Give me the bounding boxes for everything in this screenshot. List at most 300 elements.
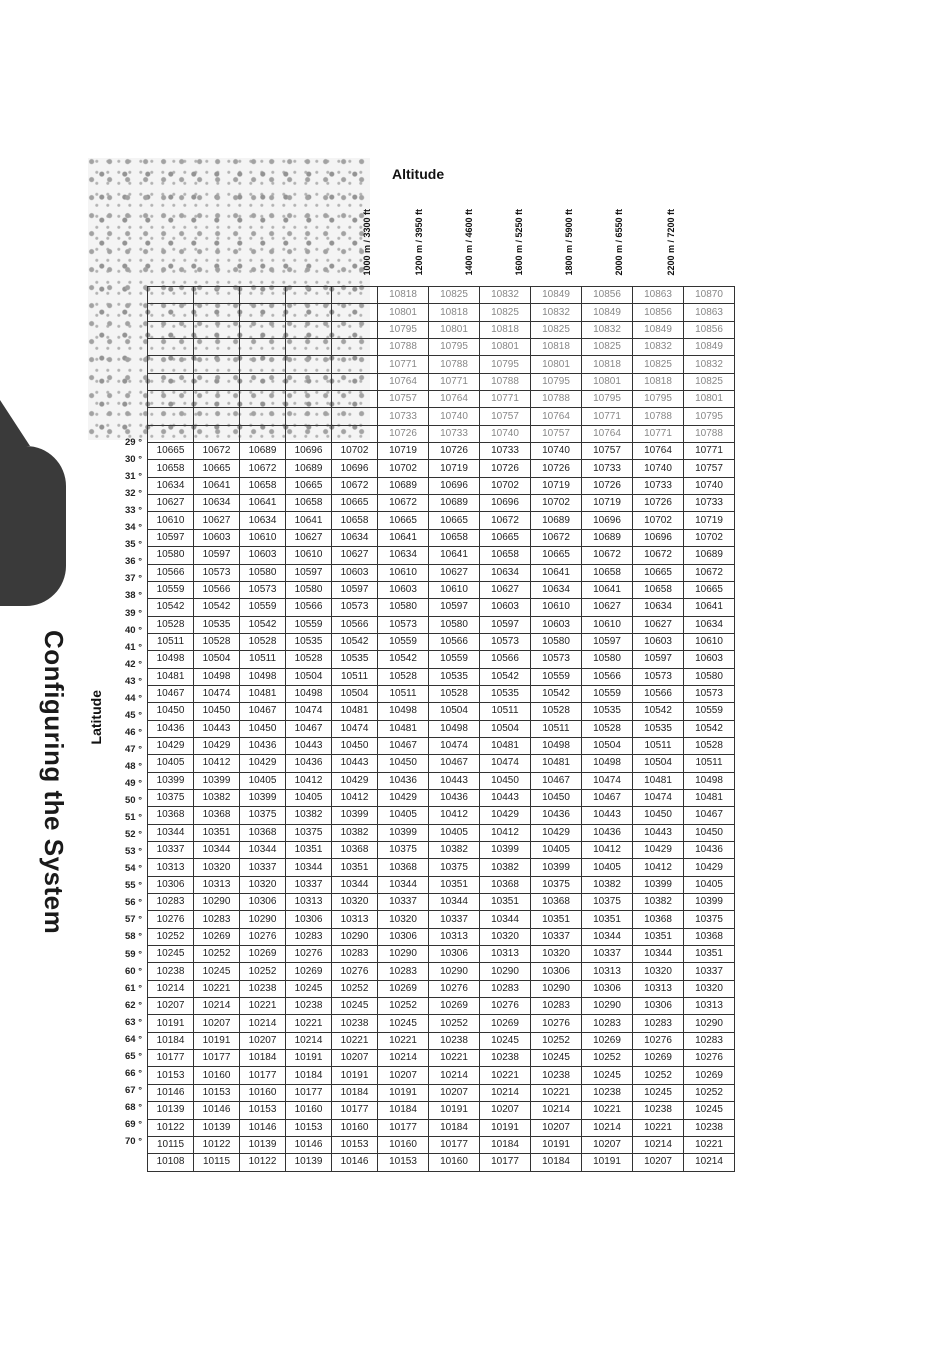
table-cell: 10160: [240, 1084, 286, 1101]
table-cell: 10566: [582, 668, 633, 685]
table-cell: 10368: [633, 911, 684, 928]
table-row: [148, 1015, 735, 1032]
table-cell: [286, 391, 332, 408]
table-cell: 10573: [480, 633, 531, 650]
table-cell: 10559: [429, 651, 480, 668]
table-cell: 10245: [633, 1084, 684, 1101]
altitude-header: [564, 186, 584, 276]
table-cell: 10214: [240, 1015, 286, 1032]
table-cell: 10238: [286, 998, 332, 1015]
table-cell: 10306: [429, 946, 480, 963]
latitude-label-item: 52 °: [124, 829, 142, 841]
table-cell: 10658: [633, 581, 684, 598]
altitude-header-text: 1200 m / 3950 ft: [414, 209, 424, 276]
table-cell: 10634: [633, 599, 684, 616]
table-cell: 10658: [148, 460, 194, 477]
table-cell: 10238: [332, 1015, 378, 1032]
table-row: [148, 287, 735, 304]
table-cell: 10146: [148, 1084, 194, 1101]
latitude-label-item: 29 °: [124, 437, 142, 448]
table-cell: 10153: [378, 1154, 429, 1171]
table-cell: 10191: [194, 1032, 240, 1049]
table-cell: 10481: [684, 789, 735, 806]
table-cell: 10368: [378, 859, 429, 876]
table-cell: 10689: [531, 512, 582, 529]
table-cell: 10313: [429, 928, 480, 945]
table-cell: 10313: [633, 980, 684, 997]
latitude-label-item: 65 °: [124, 1050, 142, 1062]
table-cell: 10283: [582, 1015, 633, 1032]
table-cell: 10580: [286, 581, 332, 598]
table-cell: 10726: [633, 495, 684, 512]
latitude-label-item: 40 °: [124, 624, 142, 636]
table-cell: 10412: [194, 755, 240, 772]
table-row: [148, 495, 735, 512]
table-cell: 10504: [480, 720, 531, 737]
table-cell: 10481: [531, 755, 582, 772]
table-cell: 10641: [531, 564, 582, 581]
table-cell: 10399: [378, 824, 429, 841]
table-cell: 10245: [194, 963, 240, 980]
table-cell: 10733: [684, 495, 735, 512]
table-cell: 10504: [582, 737, 633, 754]
table-cell: [148, 339, 194, 356]
table-row: [148, 1102, 735, 1119]
table-cell: 10160: [194, 1067, 240, 1084]
table-cell: 10214: [148, 980, 194, 997]
table-cell: [286, 339, 332, 356]
table-cell: 10245: [684, 1102, 735, 1119]
table-cell: 10733: [480, 443, 531, 460]
table-cell: 10429: [480, 807, 531, 824]
altitude-label: Altitude: [392, 166, 445, 182]
table-cell: [332, 408, 378, 425]
table-row: [148, 512, 735, 529]
table-cell: 10764: [582, 425, 633, 442]
table-cell: 10825: [582, 339, 633, 356]
table-cell: 10658: [286, 495, 332, 512]
table-cell: 10382: [429, 842, 480, 859]
table-cell: 10795: [684, 408, 735, 425]
table-cell: 10139: [194, 1119, 240, 1136]
table-cell: 10405: [582, 859, 633, 876]
table-cell: 10252: [429, 1015, 480, 1032]
table-cell: [148, 408, 194, 425]
latitude-label-item: 45 °: [124, 709, 142, 721]
latitude-label-item: 66 °: [124, 1067, 142, 1079]
table-cell: 10627: [286, 529, 332, 546]
table-cell: 10252: [148, 928, 194, 945]
table-cell: 10573: [531, 651, 582, 668]
latitude-label-item: 67 °: [124, 1084, 142, 1096]
table-cell: 10443: [194, 720, 240, 737]
table-cell: [240, 356, 286, 373]
table-row: [148, 946, 735, 963]
table-cell: 10788: [633, 408, 684, 425]
table-cell: 10672: [633, 547, 684, 564]
table-row: [148, 772, 735, 789]
table-cell: 10429: [332, 772, 378, 789]
table-cell: 10559: [531, 668, 582, 685]
table-cell: 10597: [286, 564, 332, 581]
table-cell: 10597: [582, 633, 633, 650]
table-cell: 10627: [582, 599, 633, 616]
table-cell: 10757: [480, 408, 531, 425]
table-cell: 10351: [531, 911, 582, 928]
table-cell: 10238: [240, 980, 286, 997]
table-cell: 10801: [480, 339, 531, 356]
table-cell: 10344: [240, 842, 286, 859]
table-cell: 10634: [240, 512, 286, 529]
table-cell: [286, 356, 332, 373]
table-cell: 10337: [240, 859, 286, 876]
latitude-label-item: 46 °: [124, 726, 142, 738]
table-cell: 10115: [148, 1136, 194, 1153]
table-cell: 10771: [633, 425, 684, 442]
table-cell: 10160: [429, 1154, 480, 1171]
table-cell: 10283: [332, 946, 378, 963]
table-cell: 10306: [240, 894, 286, 911]
latitude-label-item: 63 °: [124, 1016, 142, 1028]
table-cell: 10450: [684, 824, 735, 841]
table-cell: 10160: [286, 1102, 332, 1119]
table-cell: 10610: [531, 599, 582, 616]
table-cell: 10450: [531, 789, 582, 806]
table-cell: 10436: [531, 807, 582, 824]
table-cell: 10375: [684, 911, 735, 928]
table-cell: 10610: [240, 529, 286, 546]
table-cell: 10467: [240, 703, 286, 720]
table-cell: 10689: [429, 495, 480, 512]
table-cell: 10313: [148, 859, 194, 876]
table-cell: 10368: [480, 876, 531, 893]
table-cell: 10757: [378, 391, 429, 408]
table-cell: 10252: [332, 980, 378, 997]
table-cell: 10528: [684, 737, 735, 754]
table-cell: 10689: [684, 547, 735, 564]
table-cell: 10610: [684, 633, 735, 650]
table-cell: 10603: [240, 547, 286, 564]
table-cell: 10771: [429, 373, 480, 390]
table-cell: 10849: [633, 321, 684, 338]
table-cell: [240, 391, 286, 408]
table-cell: 10467: [378, 737, 429, 754]
table-cell: 10245: [332, 998, 378, 1015]
table-cell: 10849: [531, 287, 582, 304]
table-cell: 10184: [148, 1032, 194, 1049]
table-cell: 10245: [531, 1050, 582, 1067]
table-cell: 10627: [429, 564, 480, 581]
latitude-label-item: 64 °: [124, 1033, 142, 1045]
latitude-label-item: 43 °: [124, 675, 142, 687]
table-cell: 10825: [633, 356, 684, 373]
table-cell: 10580: [684, 668, 735, 685]
table-cell: 10337: [582, 946, 633, 963]
table-cell: 10351: [429, 876, 480, 893]
table-cell: 10726: [480, 460, 531, 477]
table-cell: 10559: [684, 703, 735, 720]
table-cell: 10207: [240, 1032, 286, 1049]
table-cell: 10429: [531, 824, 582, 841]
table-cell: 10122: [148, 1119, 194, 1136]
table-cell: 10696: [582, 512, 633, 529]
table-cell: 10184: [531, 1154, 582, 1171]
table-cell: 10153: [240, 1102, 286, 1119]
table-cell: 10382: [633, 894, 684, 911]
table-cell: 10474: [480, 755, 531, 772]
table-cell: 10368: [531, 894, 582, 911]
table-cell: 10399: [148, 772, 194, 789]
table-row: [148, 425, 735, 442]
table-cell: 10672: [582, 547, 633, 564]
table-cell: [240, 321, 286, 338]
table-cell: 10290: [332, 928, 378, 945]
table-cell: 10177: [480, 1154, 531, 1171]
table-cell: [194, 425, 240, 442]
table-row: [148, 876, 735, 893]
table-row: [148, 1084, 735, 1101]
table-cell: [148, 391, 194, 408]
table-cell: 10825: [429, 287, 480, 304]
table-cell: 10795: [531, 373, 582, 390]
table-cell: 10580: [582, 651, 633, 668]
table-cell: 10436: [286, 755, 332, 772]
table-cell: 10511: [240, 651, 286, 668]
table-cell: 10542: [633, 703, 684, 720]
table-cell: 10337: [531, 928, 582, 945]
table-cell: 10467: [684, 807, 735, 824]
table-cell: 10115: [194, 1154, 240, 1171]
table-cell: 10399: [332, 807, 378, 824]
table-cell: 10566: [148, 564, 194, 581]
table-cell: 10481: [633, 772, 684, 789]
table-cell: 10221: [429, 1050, 480, 1067]
table-cell: 10436: [684, 842, 735, 859]
table-row: [148, 373, 735, 390]
table-cell: 10269: [684, 1067, 735, 1084]
table-cell: 10344: [378, 876, 429, 893]
table-cell: 10566: [480, 651, 531, 668]
table-cell: 10542: [148, 599, 194, 616]
table-cell: 10788: [480, 373, 531, 390]
table-cell: 10580: [378, 599, 429, 616]
table-cell: 10207: [378, 1067, 429, 1084]
table-cell: 10719: [531, 477, 582, 494]
table-cell: 10498: [240, 668, 286, 685]
table-cell: 10597: [148, 529, 194, 546]
table-cell: 10535: [194, 616, 240, 633]
table-cell: 10603: [378, 581, 429, 598]
table-cell: 10191: [378, 1084, 429, 1101]
table-cell: 10498: [378, 703, 429, 720]
table-cell: [286, 425, 332, 442]
table-cell: 10221: [480, 1067, 531, 1084]
latitude-label-item: 47 °: [124, 743, 142, 755]
table-cell: 10184: [332, 1084, 378, 1101]
table-cell: 10665: [429, 512, 480, 529]
table-cell: 10399: [633, 876, 684, 893]
table-cell: 10337: [684, 963, 735, 980]
table-cell: 10306: [286, 911, 332, 928]
table-cell: 10375: [531, 876, 582, 893]
table-cell: 10481: [378, 720, 429, 737]
table-cell: 10603: [633, 633, 684, 650]
table-cell: 10191: [582, 1154, 633, 1171]
table-cell: 10276: [531, 1015, 582, 1032]
table-row: [148, 963, 735, 980]
latitude-label-item: 30 °: [124, 454, 142, 466]
latitude-label-item: 60 °: [124, 965, 142, 977]
table-cell: 10573: [240, 581, 286, 598]
table-cell: 10566: [286, 599, 332, 616]
table-cell: 10849: [684, 339, 735, 356]
table-cell: 10580: [429, 616, 480, 633]
table-cell: 10191: [148, 1015, 194, 1032]
table-cell: 10184: [378, 1102, 429, 1119]
table-cell: 10405: [429, 824, 480, 841]
altitude-header: [666, 186, 686, 276]
table-cell: [194, 287, 240, 304]
table-cell: 10429: [194, 737, 240, 754]
table-cell: 10467: [286, 720, 332, 737]
table-cell: 10405: [684, 876, 735, 893]
table-cell: [332, 391, 378, 408]
table-cell: 10207: [429, 1084, 480, 1101]
table-cell: 10290: [684, 1015, 735, 1032]
table-cell: 10641: [240, 495, 286, 512]
table-cell: 10818: [531, 339, 582, 356]
table-cell: 10177: [429, 1136, 480, 1153]
table-cell: [148, 287, 194, 304]
table-cell: 10566: [633, 685, 684, 702]
table-cell: 10788: [684, 425, 735, 442]
table-cell: 10245: [480, 1032, 531, 1049]
table-cell: 10702: [480, 477, 531, 494]
table-cell: 10610: [378, 564, 429, 581]
table-cell: 10801: [582, 373, 633, 390]
table-cell: 10443: [633, 824, 684, 841]
table-cell: 10573: [684, 685, 735, 702]
table-cell: 10481: [240, 685, 286, 702]
altitude-header: [614, 186, 634, 276]
table-cell: 10375: [286, 824, 332, 841]
table-cell: 10856: [684, 321, 735, 338]
latitude-label: Latitude: [88, 690, 104, 745]
latitude-label-item: 32 °: [124, 488, 142, 500]
table-cell: 10603: [332, 564, 378, 581]
latitude-label-item: 36 °: [124, 556, 142, 568]
table-cell: 10207: [531, 1119, 582, 1136]
table-cell: [148, 321, 194, 338]
table-row: [148, 1032, 735, 1049]
table-cell: 10733: [582, 460, 633, 477]
table-cell: 10641: [684, 599, 735, 616]
table-cell: 10474: [633, 789, 684, 806]
table-row: [148, 755, 735, 772]
table-row: [148, 477, 735, 494]
table-cell: 10467: [429, 755, 480, 772]
table-cell: 10580: [240, 564, 286, 581]
table-cell: 10825: [480, 304, 531, 321]
table-cell: 10214: [378, 1050, 429, 1067]
table-cell: 10535: [633, 720, 684, 737]
table-cell: 10238: [684, 1119, 735, 1136]
latitude-label-item: 35 °: [124, 539, 142, 551]
table-cell: 10467: [148, 685, 194, 702]
latitude-label-item: 49 °: [124, 778, 142, 789]
table-cell: 10542: [480, 668, 531, 685]
table-cell: 10818: [480, 321, 531, 338]
table-cell: 10450: [480, 772, 531, 789]
table-cell: 10634: [480, 564, 531, 581]
table-cell: 10450: [633, 807, 684, 824]
table-cell: 10429: [148, 737, 194, 754]
table-cell: 10269: [633, 1050, 684, 1067]
latitude-label-item: 37 °: [124, 573, 142, 585]
table-cell: 10535: [582, 703, 633, 720]
table-cell: 10474: [194, 685, 240, 702]
table-cell: 10214: [480, 1084, 531, 1101]
table-cell: 10184: [240, 1050, 286, 1067]
table-cell: 10375: [148, 789, 194, 806]
table-cell: 10443: [582, 807, 633, 824]
table-cell: [148, 373, 194, 390]
table-cell: 10740: [480, 425, 531, 442]
table-cell: [194, 339, 240, 356]
table-cell: 10368: [240, 824, 286, 841]
table-cell: 10337: [378, 894, 429, 911]
table-cell: 10436: [582, 824, 633, 841]
table-cell: 10702: [684, 529, 735, 546]
table-cell: 10665: [480, 529, 531, 546]
table-cell: 10405: [286, 789, 332, 806]
latitude-label-item: 39 °: [124, 607, 142, 619]
table-cell: 10412: [582, 842, 633, 859]
table-cell: 10269: [194, 928, 240, 945]
table-cell: 10504: [429, 703, 480, 720]
table-cell: 10504: [332, 685, 378, 702]
table-cell: 10283: [378, 963, 429, 980]
table-cell: [286, 304, 332, 321]
table-cell: 10108: [148, 1154, 194, 1171]
table-cell: [194, 321, 240, 338]
table-cell: 10696: [480, 495, 531, 512]
table-cell: 10481: [332, 703, 378, 720]
table-cell: 10238: [633, 1102, 684, 1119]
table-cell: 10719: [684, 512, 735, 529]
table-cell: 10474: [429, 737, 480, 754]
table-cell: 10771: [684, 443, 735, 460]
table-cell: 10382: [194, 789, 240, 806]
table-cell: 10290: [240, 911, 286, 928]
table-cell: 10320: [531, 946, 582, 963]
table-cell: 10252: [378, 998, 429, 1015]
table-cell: 10511: [684, 755, 735, 772]
table-cell: 10702: [633, 512, 684, 529]
table-cell: 10269: [582, 1032, 633, 1049]
table-cell: 10863: [633, 287, 684, 304]
table-cell: [240, 339, 286, 356]
table-cell: 10184: [480, 1136, 531, 1153]
altitude-header: [514, 186, 534, 276]
table-cell: 10702: [531, 495, 582, 512]
latitude-label-item: 44 °: [124, 692, 142, 704]
table-cell: 10788: [429, 356, 480, 373]
table-cell: 10702: [378, 460, 429, 477]
table-cell: 10498: [286, 685, 332, 702]
table-cell: 10177: [286, 1084, 332, 1101]
altitude-header-text: 1800 m / 5900 ft: [564, 209, 574, 276]
